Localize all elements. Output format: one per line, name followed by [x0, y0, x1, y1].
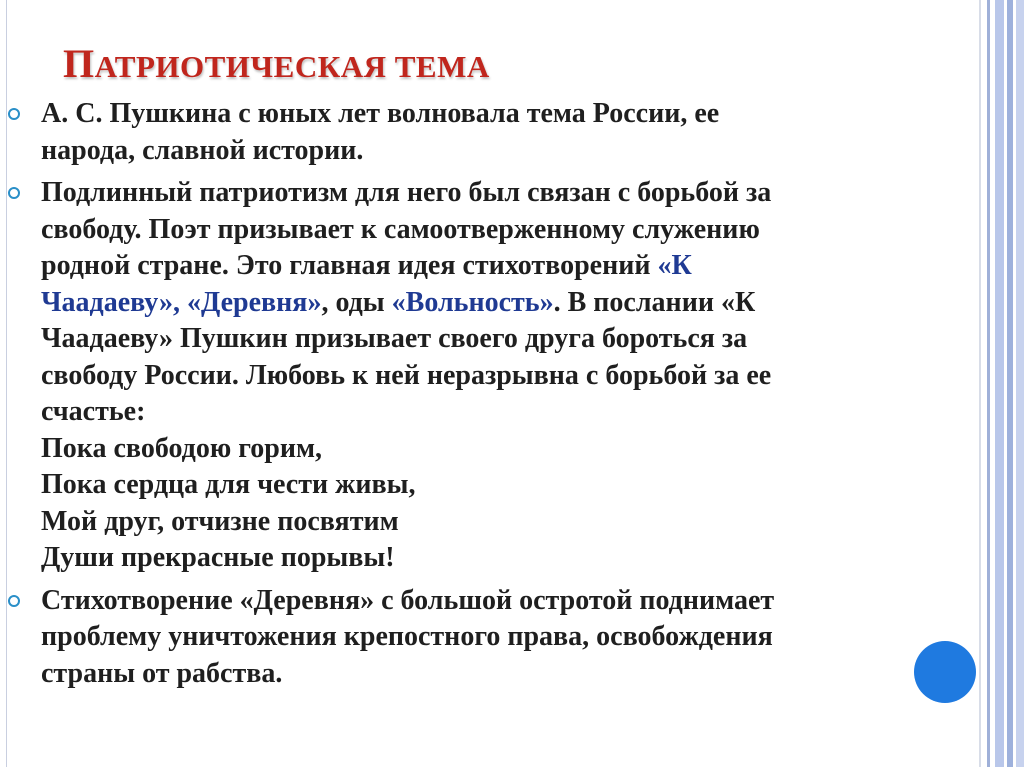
poem-title-link[interactable]: Чаадаеву», «Деревня» — [41, 286, 322, 318]
text-line: Чаадаеву» Пушкин призывает своего друга бороться за — [41, 323, 748, 354]
poem-line: Пока свободою горим, — [41, 432, 323, 464]
bullet-1 — [41, 96, 946, 169]
decorative-circle — [914, 641, 976, 703]
text-line: страны от рабства. — [41, 657, 283, 689]
bullet-circle-icon — [8, 187, 20, 199]
text-line: Подлинный патриотизм для него был связан с борьбой за — [41, 177, 772, 208]
text-span: . В послании «К — [553, 286, 756, 318]
bullet-circle-icon — [8, 108, 20, 120]
text-line: свободу России. Любовь к ней неразрывна с борьбой за ее — [41, 359, 772, 391]
poem-title-link[interactable]: «К — [657, 250, 692, 281]
text-line: народа, славной истории. — [41, 134, 364, 166]
text-line: А. С. Пушкина с юных лет волновала тема России, ее — [41, 98, 720, 129]
text-line — [41, 285, 946, 322]
text-span: , оды — [321, 286, 392, 318]
poem-line: Мой друг, отчизне посвятим — [41, 505, 399, 537]
text-span: родной стране. Это главная идея стихотворений — [41, 250, 658, 281]
bullet-3 — [41, 583, 946, 693]
bullet-2 — [41, 175, 946, 577]
text-line — [41, 248, 946, 285]
text-line: Стихотворение «Деревня» с большой остротой поднимает — [41, 584, 775, 616]
title-first-letter: П — [63, 41, 95, 86]
text-line: счастье: — [41, 396, 146, 427]
left-edge-line — [6, 0, 7, 767]
poem-title-link[interactable]: «Вольность» — [391, 286, 554, 318]
title-rest: АТРИОТИЧЕСКАЯ ТЕМА — [94, 49, 490, 84]
poem-line: Души прекрасные порывы! — [41, 542, 395, 573]
bullet-circle-icon — [8, 595, 20, 607]
text-line: проблему уничтожения крепостного права, освобождения — [41, 621, 773, 652]
right-decorative-stripes — [979, 0, 1024, 767]
slide-content — [41, 96, 946, 698]
text-line: свободу. Поэт призывает к самоотверженному служению — [41, 213, 760, 245]
slide-title — [63, 40, 490, 91]
poem-line: Пока сердца для чести живы, — [41, 469, 416, 500]
